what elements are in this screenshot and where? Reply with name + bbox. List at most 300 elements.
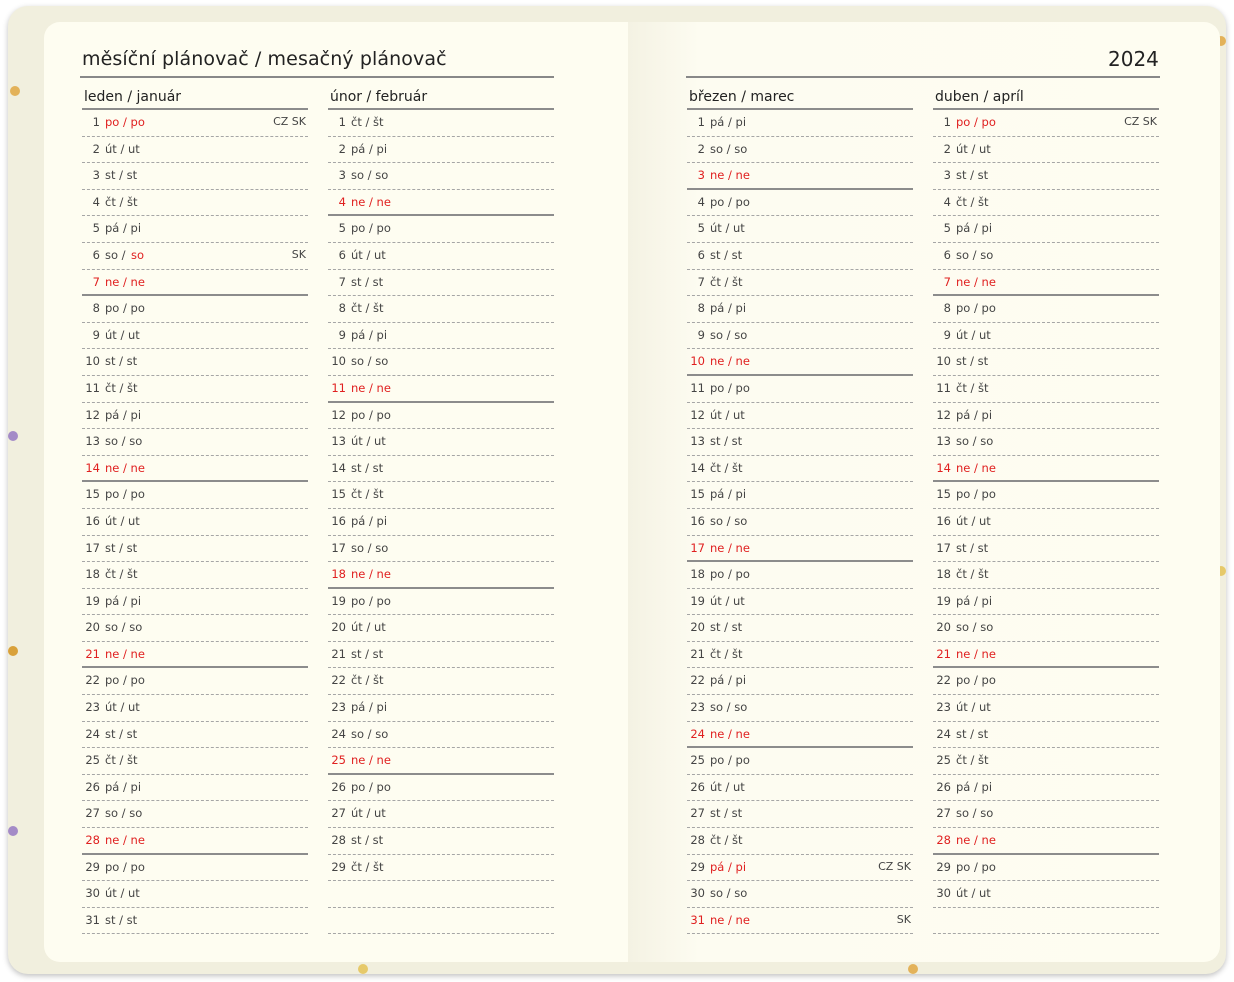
page-title: měsíční plánovač / mesačný plánovač [82, 48, 447, 70]
day-row[interactable] [933, 562, 1159, 589]
day-number: 13 [331, 434, 346, 449]
weekday-label: st / st [956, 540, 989, 555]
weekday-label: st / st [956, 726, 989, 741]
weekday-label: ne / ne [710, 540, 750, 555]
weekday-label: čt / št [710, 833, 743, 848]
weekday-label: čt / št [105, 567, 138, 582]
day-row[interactable] [933, 456, 1159, 483]
day-row[interactable] [933, 881, 1159, 908]
day-row[interactable] [328, 323, 554, 350]
day-row[interactable] [82, 562, 308, 589]
day-row[interactable] [82, 137, 308, 164]
day-row[interactable] [687, 376, 913, 403]
weekday-label: so / so [351, 726, 389, 741]
weekday-label: st / st [105, 540, 138, 555]
day-row[interactable] [82, 855, 308, 882]
day-row[interactable] [687, 190, 913, 217]
day-row[interactable] [687, 855, 913, 882]
weekday-label: po / po [105, 673, 145, 688]
holiday-country-note: SK [291, 247, 306, 261]
weekday-label: po / po [956, 487, 996, 502]
weekday-label: čt / št [351, 487, 384, 502]
weekday-label: so / so [351, 540, 389, 555]
day-number: 8 [943, 301, 951, 316]
day-number: 21 [331, 646, 346, 661]
day-row[interactable] [328, 110, 554, 137]
day-row[interactable] [933, 615, 1159, 642]
day-row[interactable] [687, 642, 913, 669]
empty-row[interactable] [328, 908, 554, 935]
day-row[interactable] [82, 270, 308, 297]
day-row[interactable] [687, 456, 913, 483]
day-row[interactable] [687, 589, 913, 616]
day-number: 24 [85, 726, 100, 741]
weekday-label: pá / pi [710, 487, 747, 502]
day-number: 30 [85, 886, 100, 901]
day-number: 12 [936, 407, 951, 422]
weekday-label: ne / ne [710, 168, 750, 183]
flower-decoration [358, 964, 368, 974]
day-row[interactable] [933, 216, 1159, 243]
day-number: 29 [690, 859, 705, 874]
weekday-label: so / so [105, 434, 143, 449]
day-number: 18 [936, 567, 951, 582]
day-number: 15 [936, 487, 951, 502]
day-number: 24 [690, 726, 705, 741]
weekday-label: po / po [956, 673, 996, 688]
day-row[interactable] [687, 908, 913, 935]
day-number: 8 [338, 301, 346, 316]
weekday-label: pá / pi [105, 407, 142, 422]
day-number: 8 [92, 301, 100, 316]
day-row[interactable] [82, 509, 308, 536]
day-row[interactable] [328, 615, 554, 642]
day-row[interactable] [933, 376, 1159, 403]
day-number: 26 [690, 779, 705, 794]
day-number: 3 [338, 168, 346, 183]
day-number: 28 [331, 833, 346, 848]
day-number: 4 [338, 194, 346, 209]
day-row[interactable] [82, 323, 308, 350]
day-row[interactable] [687, 403, 913, 430]
day-row[interactable] [328, 722, 554, 749]
day-number: 23 [331, 700, 346, 715]
weekday-label: čt / št [956, 567, 989, 582]
day-row[interactable] [933, 429, 1159, 456]
day-row[interactable] [933, 775, 1159, 802]
day-row[interactable] [328, 668, 554, 695]
day-number: 4 [697, 194, 705, 209]
weekday-label: po / po [351, 779, 391, 794]
weekday-label: út / ut [105, 886, 140, 901]
day-row[interactable] [82, 429, 308, 456]
day-number: 18 [331, 567, 346, 582]
day-row[interactable] [82, 536, 308, 563]
holiday-country-note: CZ SK [1124, 115, 1157, 128]
weekday-label: ne / ne [351, 567, 391, 582]
day-row[interactable] [687, 801, 913, 828]
day-number: 14 [690, 460, 705, 475]
weekday-label: st / st [105, 168, 138, 183]
day-number: 25 [85, 753, 100, 768]
day-row[interactable] [933, 589, 1159, 616]
weekday-label: pá / pi [105, 221, 142, 236]
weekday-label: pá / pi [956, 221, 993, 236]
day-row[interactable] [687, 323, 913, 350]
day-number: 17 [690, 540, 705, 555]
flower-decoration [10, 86, 20, 96]
day-number: 15 [331, 487, 346, 502]
weekday-label: po / po [956, 859, 996, 874]
flower-decoration [8, 431, 18, 441]
weekday-label: pá / pi [710, 115, 747, 129]
day-row[interactable] [933, 163, 1159, 190]
day-row[interactable] [328, 775, 554, 802]
weekday-label: st / st [710, 620, 743, 635]
weekday-label: so / so [351, 354, 389, 369]
day-number: 7 [92, 274, 100, 289]
day-number: 28 [936, 833, 951, 848]
day-row[interactable] [687, 137, 913, 164]
weekday-label: so / so [956, 620, 994, 635]
day-number: 10 [85, 354, 100, 369]
day-row[interactable] [328, 403, 554, 430]
day-row[interactable] [82, 482, 308, 509]
day-number: 9 [697, 327, 705, 342]
weekday-label: čt / št [351, 673, 384, 688]
weekday-label: út / ut [710, 407, 745, 422]
day-number: 2 [338, 141, 346, 156]
day-row[interactable] [82, 828, 308, 855]
empty-row[interactable] [328, 881, 554, 908]
weekday-label: út / ut [710, 779, 745, 794]
day-number: 27 [936, 806, 951, 821]
day-row[interactable] [328, 509, 554, 536]
day-number: 11 [936, 380, 951, 395]
day-row[interactable] [328, 855, 554, 882]
day-number: 25 [936, 753, 951, 768]
day-row[interactable] [933, 722, 1159, 749]
weekday-label: po / po [105, 301, 145, 316]
day-number: 25 [690, 753, 705, 768]
day-number: 23 [85, 700, 100, 715]
day-number: 7 [697, 274, 705, 289]
day-row[interactable] [933, 243, 1159, 270]
day-row[interactable] [328, 828, 554, 855]
month-column-march [687, 86, 913, 934]
day-number: 1 [338, 115, 346, 129]
weekday-label: st / st [105, 912, 138, 927]
day-row[interactable] [687, 722, 913, 749]
day-row[interactable] [328, 482, 554, 509]
day-number: 19 [690, 593, 705, 608]
day-number: 10 [690, 354, 705, 369]
day-row[interactable] [82, 216, 308, 243]
day-number: 6 [697, 247, 705, 262]
day-row[interactable] [933, 403, 1159, 430]
holiday-country-note: SK [896, 912, 911, 926]
day-number: 6 [338, 247, 346, 262]
day-row[interactable] [328, 695, 554, 722]
day-row[interactable] [687, 562, 913, 589]
day-number: 31 [85, 912, 100, 927]
day-row[interactable] [328, 376, 554, 403]
weekday-label: pá / pi [956, 407, 993, 422]
day-row[interactable] [933, 695, 1159, 722]
day-row[interactable] [933, 509, 1159, 536]
weekday-label: čt / št [351, 115, 384, 129]
day-number: 24 [331, 726, 346, 741]
day-row[interactable] [328, 190, 554, 217]
weekday-label: ne / ne [351, 380, 391, 395]
day-row[interactable] [328, 270, 554, 297]
day-row[interactable] [687, 828, 913, 855]
day-row[interactable] [82, 642, 308, 669]
day-row[interactable] [687, 775, 913, 802]
weekday-label: ne / ne [956, 274, 996, 289]
weekday-label: ne / ne [105, 646, 145, 661]
weekday-label: so / so [710, 327, 748, 342]
day-number: 30 [936, 886, 951, 901]
day-row[interactable] [933, 110, 1159, 137]
day-row[interactable] [82, 908, 308, 935]
day-number: 3 [943, 168, 951, 183]
day-row[interactable] [328, 429, 554, 456]
day-number: 9 [943, 327, 951, 342]
weekday-label: čt / št [710, 646, 743, 661]
day-row[interactable] [933, 190, 1159, 217]
day-row[interactable] [687, 110, 913, 137]
day-row[interactable] [82, 748, 308, 775]
weekday-label: čt / št [105, 194, 138, 209]
day-row[interactable] [82, 376, 308, 403]
weekday-label: st / st [710, 806, 743, 821]
day-number: 29 [331, 859, 346, 874]
day-row[interactable] [933, 137, 1159, 164]
weekday-label: pá / pi [351, 700, 388, 715]
day-row[interactable] [82, 243, 308, 270]
weekday-label: st / st [710, 247, 743, 262]
weekday-label: ne / ne [956, 646, 996, 661]
day-row[interactable] [687, 296, 913, 323]
day-row[interactable] [328, 562, 554, 589]
title-rule [80, 76, 554, 78]
flower-decoration [908, 964, 918, 974]
day-number: 21 [690, 646, 705, 661]
day-row[interactable] [328, 748, 554, 775]
day-number: 8 [697, 301, 705, 316]
day-number: 1 [92, 115, 100, 129]
day-row[interactable] [82, 163, 308, 190]
weekday-label: út / ut [710, 593, 745, 608]
day-row[interactable] [82, 403, 308, 430]
weekday-label: po / po [710, 567, 750, 582]
weekday-label: út / ut [956, 141, 991, 156]
day-number: 2 [943, 141, 951, 156]
day-row[interactable] [328, 137, 554, 164]
day-number: 2 [92, 141, 100, 156]
day-row[interactable] [687, 270, 913, 297]
day-row[interactable] [933, 642, 1159, 669]
day-number: 23 [690, 700, 705, 715]
day-row[interactable] [82, 110, 308, 137]
day-row[interactable] [933, 828, 1159, 855]
day-number: 21 [85, 646, 100, 661]
day-row[interactable] [933, 349, 1159, 376]
weekday-label: so / so [956, 434, 994, 449]
day-row[interactable] [82, 190, 308, 217]
weekday-label: po / po [956, 115, 996, 129]
day-number: 14 [936, 460, 951, 475]
day-number: 16 [331, 513, 346, 528]
day-number: 18 [690, 567, 705, 582]
weekday-label: pá / pi [351, 141, 388, 156]
weekday-label: so / [105, 247, 126, 262]
weekday-label: út / ut [956, 700, 991, 715]
day-number: 16 [690, 513, 705, 528]
day-number: 12 [331, 407, 346, 422]
day-row[interactable] [82, 296, 308, 323]
day-row[interactable] [328, 801, 554, 828]
day-number: 16 [85, 513, 100, 528]
day-row[interactable] [82, 722, 308, 749]
day-number: 31 [690, 912, 705, 927]
day-row[interactable] [82, 668, 308, 695]
day-row[interactable] [687, 536, 913, 563]
weekday-label: út / ut [351, 806, 386, 821]
day-row[interactable] [687, 163, 913, 190]
day-row[interactable] [82, 801, 308, 828]
day-number: 15 [690, 487, 705, 502]
weekday-label: út / ut [105, 141, 140, 156]
day-row[interactable] [328, 243, 554, 270]
month-header: duben / apríl [933, 86, 1159, 110]
weekday-label: ne / ne [105, 460, 145, 475]
day-row[interactable] [82, 349, 308, 376]
day-row[interactable] [687, 243, 913, 270]
weekday-label: so / so [710, 700, 748, 715]
day-number: 7 [338, 274, 346, 289]
day-row[interactable] [687, 509, 913, 536]
day-row[interactable] [933, 482, 1159, 509]
day-number: 26 [85, 779, 100, 794]
day-row[interactable] [82, 615, 308, 642]
weekday-label: ne / ne [710, 726, 750, 741]
day-row[interactable] [933, 270, 1159, 297]
day-row[interactable] [82, 775, 308, 802]
day-row[interactable] [82, 695, 308, 722]
weekday-label: po / po [710, 380, 750, 395]
day-row[interactable] [687, 429, 913, 456]
day-row[interactable] [328, 349, 554, 376]
day-number: 24 [936, 726, 951, 741]
weekday-label: so / so [956, 247, 994, 262]
day-number: 5 [943, 221, 951, 236]
day-number: 13 [690, 434, 705, 449]
day-number: 25 [331, 753, 346, 768]
weekday-label: út / ut [956, 327, 991, 342]
day-row[interactable] [82, 881, 308, 908]
day-row[interactable] [933, 323, 1159, 350]
day-row[interactable] [687, 615, 913, 642]
day-number: 11 [331, 380, 346, 395]
weekday-label: pá / pi [351, 327, 388, 342]
weekday-label: st / st [351, 274, 384, 289]
year-label: 2024 [1108, 47, 1159, 71]
day-row[interactable] [328, 456, 554, 483]
day-row[interactable] [933, 296, 1159, 323]
weekday-label: po / po [351, 407, 391, 422]
day-number: 28 [85, 833, 100, 848]
day-row[interactable] [933, 668, 1159, 695]
day-number: 4 [943, 194, 951, 209]
weekday-label: pá / pi [105, 593, 142, 608]
weekday-label: pá / pi [956, 779, 993, 794]
day-row[interactable] [687, 695, 913, 722]
day-row[interactable] [687, 216, 913, 243]
day-row[interactable] [687, 349, 913, 376]
day-number: 11 [85, 380, 100, 395]
weekday-label: so / so [710, 886, 748, 901]
day-row[interactable] [933, 855, 1159, 882]
day-row[interactable] [687, 482, 913, 509]
day-number: 29 [936, 859, 951, 874]
day-row[interactable] [328, 642, 554, 669]
day-number: 20 [936, 620, 951, 635]
day-row[interactable] [328, 589, 554, 616]
day-row[interactable] [687, 668, 913, 695]
day-number: 9 [92, 327, 100, 342]
day-number: 22 [936, 673, 951, 688]
day-row[interactable] [82, 456, 308, 483]
day-row[interactable] [687, 881, 913, 908]
flower-decoration [8, 646, 18, 656]
day-row[interactable] [328, 163, 554, 190]
day-number: 3 [697, 168, 705, 183]
day-row[interactable] [933, 748, 1159, 775]
empty-row[interactable] [933, 908, 1159, 935]
month-header: leden / január [82, 86, 308, 110]
day-row[interactable] [328, 216, 554, 243]
day-row[interactable] [933, 801, 1159, 828]
weekday-label: út / ut [105, 513, 140, 528]
weekday-holiday-part: so [131, 247, 145, 262]
day-row[interactable] [328, 296, 554, 323]
day-number: 22 [331, 673, 346, 688]
weekday-label: st / st [710, 434, 743, 449]
weekday-label: st / st [105, 726, 138, 741]
day-number: 22 [85, 673, 100, 688]
day-row[interactable] [328, 536, 554, 563]
day-row[interactable] [687, 748, 913, 775]
weekday-label: út / ut [105, 700, 140, 715]
day-number: 23 [936, 700, 951, 715]
day-number: 12 [690, 407, 705, 422]
weekday-label: st / st [351, 646, 384, 661]
weekday-label: po / po [351, 593, 391, 608]
weekday-label: čt / št [105, 380, 138, 395]
weekday-label: ne / ne [956, 833, 996, 848]
day-number: 2 [697, 141, 705, 156]
weekday-label: st / st [956, 354, 989, 369]
day-row[interactable] [933, 536, 1159, 563]
weekday-label: so / so [351, 168, 389, 183]
day-number: 12 [85, 407, 100, 422]
day-number: 11 [690, 380, 705, 395]
day-row[interactable] [82, 589, 308, 616]
weekday-label: st / st [956, 168, 989, 183]
weekday-label: út / ut [710, 221, 745, 236]
